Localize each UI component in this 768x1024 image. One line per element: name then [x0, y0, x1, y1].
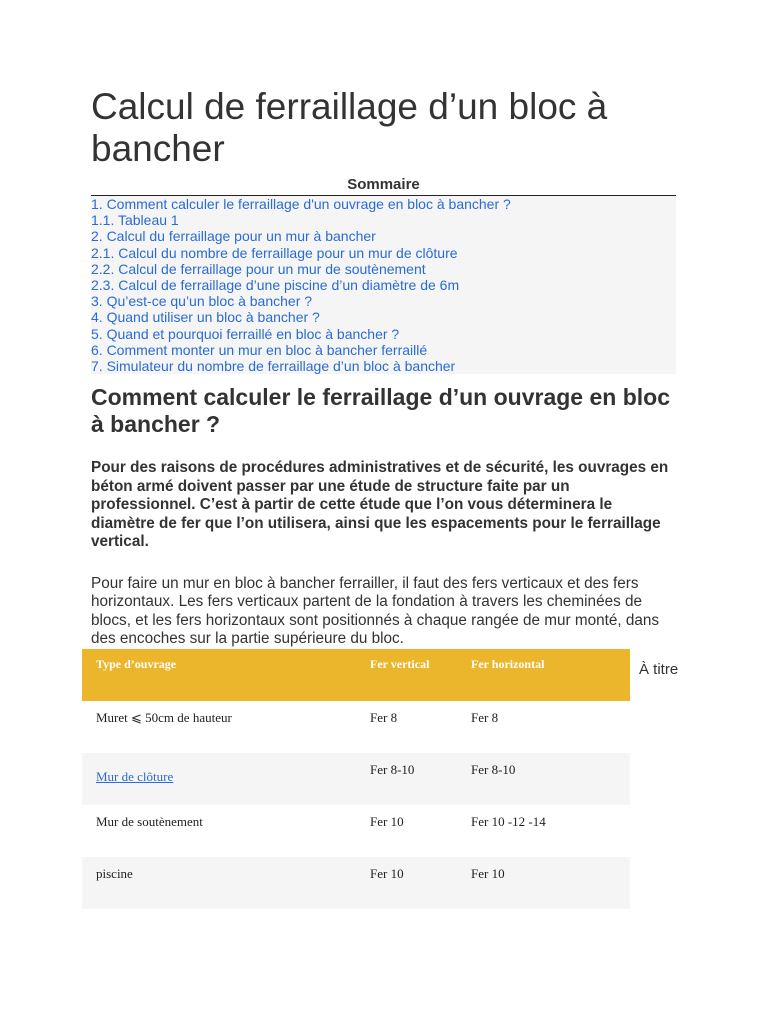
toc-link-5[interactable]: 5. Quand et pourquoi ferraillé en bloc à bancher ?	[91, 325, 400, 342]
side-note: À titre	[639, 661, 679, 678]
table-row	[82, 857, 630, 909]
cell-horizontal: Fer 8-10	[471, 762, 516, 777]
cell-vertical: Fer 8-10	[370, 762, 415, 777]
toc-link-6[interactable]: 6. Comment monter un mur en bloc à bancher ferraillé	[91, 341, 428, 358]
toc-link-2-1[interactable]: 2.1. Calcul du nombre de ferraillage pour un mur de clôture	[91, 244, 458, 261]
header-fer-vertical: Fer vertical	[370, 657, 430, 671]
cell-horizontal: Fer 10	[471, 866, 505, 881]
cell-vertical: Fer 8	[370, 710, 398, 725]
page-title: Calcul de ferraillage d’un bloc à bancher	[91, 86, 608, 169]
toc-link-2[interactable]: 2. Calcul du ferraillage pour un mur à bancher	[91, 228, 376, 245]
cell-type: Muret ⩽ 50cm de hauteur	[96, 710, 232, 725]
toc-link-7[interactable]: 7. Simulateur du nombre de ferraillage d’un bloc à bancher	[91, 358, 456, 375]
cell-vertical: Fer 10	[370, 866, 404, 881]
article	[91, 86, 676, 649]
table-row	[82, 701, 630, 753]
toc-link-2-3[interactable]: 2.3. Calcul de ferraillage d’une piscine d’un diamètre de 6m	[91, 277, 460, 294]
table-header-row	[82, 649, 630, 701]
cell-vertical: Fer 10	[370, 814, 404, 829]
toc-link-2-2[interactable]: 2.2. Calcul de ferraillage pour un mur de soutènement	[91, 260, 426, 277]
body-paragraph: Pour faire un mur en bloc à bancher ferrailler, il faut des fers verticaux et des fers horizontaux. Les fers verticaux partent de la fondation à travers les cheminées de blocs, et les fers horizontaux sont positionnés à chaque rangée de mur monté, dans des encoches sur la partie supérieure du bloc.	[91, 574, 660, 648]
cell-type: Mur de soutènement	[96, 814, 203, 829]
toc-link-3[interactable]: 3. Qu’est-ce qu’un bloc à bancher ?	[91, 293, 313, 310]
toc-link-1[interactable]: 1. Comment calculer le ferraillage d'un ouvrage en bloc à bancher ?	[91, 196, 511, 212]
toc-link-1-1[interactable]: 1.1. Tableau 1	[91, 212, 179, 229]
table-row	[82, 753, 630, 805]
section-heading: Comment calculer le ferraillage d’un ouvrage en bloc à bancher ?	[91, 384, 670, 438]
cell-horizontal: Fer 8	[471, 710, 499, 725]
toc-link-4[interactable]: 4. Quand utiliser un bloc à bancher ?	[91, 309, 320, 326]
cell-horizontal: Fer 10 -12 -14	[471, 814, 546, 829]
cell-type: piscine	[96, 866, 133, 881]
toc-heading: Sommaire	[91, 176, 676, 196]
rebar-table	[82, 649, 630, 909]
lead-paragraph: Pour des raisons de procédures administratives et de sécurité, les ouvrages en béton armé doivent passer par une étude de structure faite par un professionnel. C’est à partir de cette étude que l’on vous déterminera le diamètre de fer que l’on utilisera, ainsi que les espacements pour le ferraillage vertical.	[91, 459, 669, 551]
rebar-table-container	[82, 649, 630, 909]
cell-type	[82, 753, 370, 805]
table-of-contents	[91, 196, 676, 374]
header-type-ouvrage: Type d’ouvrage	[96, 657, 177, 671]
table-row	[82, 805, 630, 857]
mur-cloture-link[interactable]: Mur de clôture	[96, 769, 174, 784]
header-fer-horizontal: Fer horizontal	[471, 657, 545, 671]
